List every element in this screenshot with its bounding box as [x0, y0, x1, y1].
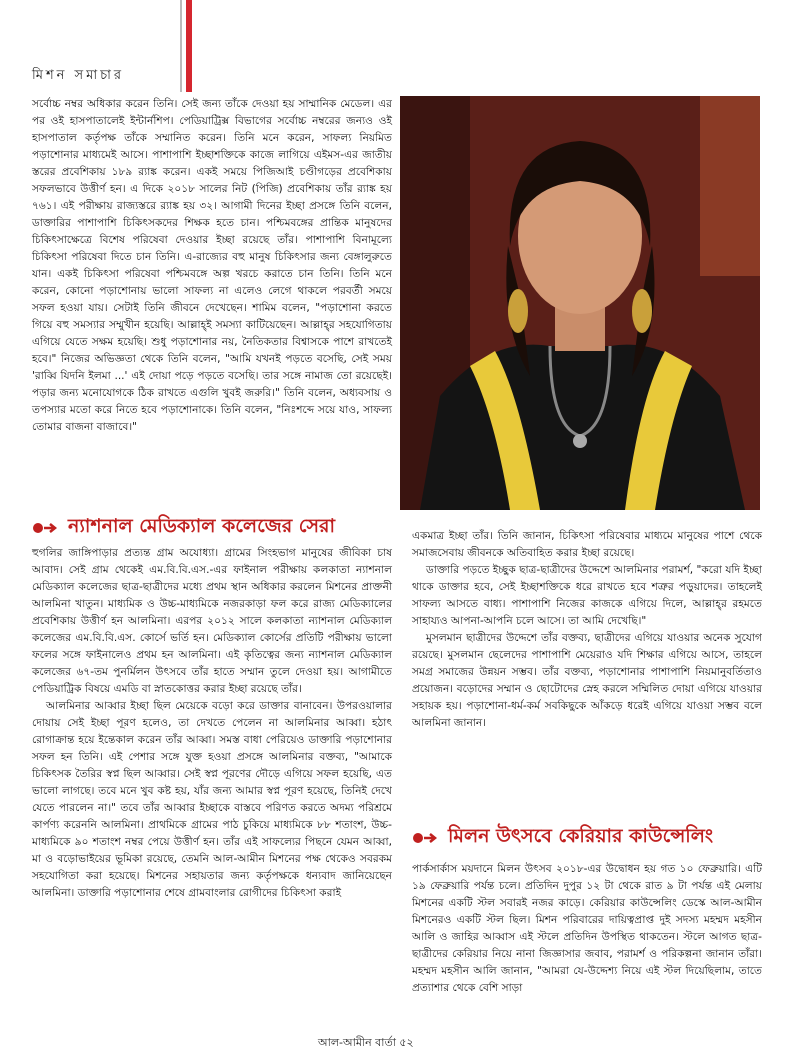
article-paragraph: পার্কসার্কাস ময়দানে মিলন উৎসব ২০১৮-এর উদ্বোধন হয় গত ১০ ফেব্রুয়ারি। এটি ১৯ ফেব্রুয়ারি পর্যন্ত চলে। প্রতিদিন দুপুর ১২ টা থেকে রাত ৯ টা পর্যন্ত এই মেলায় মিশনের একটি স্টল সবারই নজর কাড়ে। কেরিয়ার কাউন্সেলিং ডেস্কে আল-আমীন মিশনেরও একটি স্টল ছিল। মিশন পরিবারের দায়িত্বপ্রাপ্ত দুই সদস্য মহম্মদ মহসীন আলি ও জাহির আব্বাস এই স্টলে প্রতিদিন উপস্থিত থাকতেন। স্টলে আগত ছাত্র-ছাত্রীদের কেরিয়ার নিয়ে নানা জিজ্ঞাসার জবাব, পরামর্শ ও পরিকল্পনা জানান তাঁরা। মহম্মদ মহসীন আলি জানান, "আমরা যে-উদ্দেশ্য নিয়ে এই স্টল দিয়েছিলাম, তাতে প্রত্যাশার থেকে বেশি সাড়া — [412, 863, 762, 994]
article-paragraph: একমাত্র ইচ্ছা তাঁর। তিনি জানান, চিকিৎসা পরিষেবার মাধ্যমে মানুষের পাশে থেকে সমাজসেবায় জীবনকে অতিবাহিত করার ইচ্ছা রয়েছে। — [412, 530, 762, 559]
section-heading-national-medical — [32, 512, 335, 544]
article-paragraph: হুগলির জাঙ্গিপাড়ার প্রত্যন্ত গ্রাম অযোধ্যা। গ্রামের সিংহভাগ মানুষের জীবিকা চাষ আবাদ। সেই গ্রাম থেকেই এম.বি.বি.এস.-এর ফাইনাল পরীক্ষায় কলকাতা ন্যাশনাল মেডিক্যাল কলেজের ছাত্র-ছাত্রীদের মধ্যে প্রথম স্থান অধিকার করলেন মিশনের প্রাক্তনী আলমিনা খাতুন। মাধ্যমিক ও উচ্চ-মাধ্যমিকে নজরকাড়া ফল করে রাজ্য মেডিক্যালের প্রবেশিকায় উত্তীর্ণ হন আলমিনা। এরপর ২০১২ সালে কলকাতা ন্যাশনাল মেডিক্যাল কলেজের এম.বি.বি.এস. কোর্সে ভর্তি হন। মেডিক্যাল কোর্সের প্রতিটি পরীক্ষায় ভালো ফলের সঙ্গে ফাইনালেও প্রথম হন আলমিনা। এই কৃতিত্বের জন্য ন্যাশনাল মেডিক্যাল কলেজের ৬৭-তম পুনর্মিলন উৎসবে তাঁর হাতে সম্মান তুলে দেওয়া হয়। আগামীতে পেডিয়াট্রিক বিষয়ে এমডি বা স্নাতকোত্তর করার ইচ্ছা রয়েছে তাঁর। — [32, 547, 392, 695]
article-paragraph: ডাক্তারি পড়তে ইচ্ছুক ছাত্র-ছাত্রীদের উদ্দেশে আলমিনার পরামর্শ, "করো যদি ইচ্ছা থাকে ডাক্তার হবে, সেই ইচ্ছাশক্তিকে ধরে রাখতে হবে শত্রুর পড়ুয়াদের। তাহলেই সাফল্য আসতে বাধ্য। পাশাপাশি নিজের কাজকে এগিয়ে দিলে, আল্লাহ্‌র রহমতে সাহায্যও আপনা-আপনি চলে আসে। তা আমি দেখেছি।" — [412, 564, 762, 627]
left-article-column — [32, 545, 392, 902]
top-paragraph: সর্বোচ্চ নম্বর অধিকার করেন তিনি। সেই জন্য তাঁকে দেওয়া হয় সাম্মানিক মেডেল। এর পর ওই হাসপাতালেই ইন্টার্নশিপ। পেডিয়াট্রিক্স বিভাগের সর্বোচ্চ নম্বরের জন্যও ওই হাসপাতাল কর্তৃপক্ষ তাঁকে সম্মানিত করেন। তিনি মনে করেন, সাফল্য নিয়মিত পড়াশোনার মাধ্যমেই আসে। পাশাপাশি ইচ্ছাশক্তিকে কাজে লাগিয়ে এইমস-এর জাতীয় স্তরের প্রবেশিকায় ১৮৯ র‍্যাঙ্ক করেন। একই সময়ে পিজিআই চণ্ডীগড়ের প্রবেশিকায় সফলভাবে উত্তীর্ণ হন। এ দিকে ২০১৮ সালের নিট (পিজি) প্রবেশিকায় তাঁর র‍্যাঙ্ক হয় ৭৬১। এই পরীক্ষায় রাজ্যস্তরে র‍্যাঙ্ক হয় ৩২। আগামী দিনের ইচ্ছা প্রসঙ্গে তিনি বলেন, ডাক্তারির পাশাপাশি চিকিৎসকদের শিক্ষক হতে চান। পশ্চিমবঙ্গের প্রান্তিক মানুষদের চিকিৎসাক্ষেত্রে বিশেষ পরিষেবা দেওয়ার ইচ্ছা রয়েছে তাঁর। পাশাপাশি বিনামূল্যে চিকিৎসা পরিষেবা দিতে চান তিনি। এ-রাজ্যের বহু মানুষ চিকিৎসার জন্য বেঙ্গালুরুতে যান। একই চিকিৎসা পরিষেবা পশ্চিমবঙ্গে অল্প খরচে করাতে চান তিনি। তিনি মনে করেন, কোনো পড়াশোনায় ভালো সাফল্য না এলেও লেগে থাকলে পরবর্তী সময়ে সফল হওয়া যায়। সেটাই তিনি জীবনে দেখেছেন। শামিম বলেন, "পড়াশোনা করতে গিয়ে বহু সমস্যার সম্মুখীন হয়েছি। আল্লাহ্‌ই সমস্যা কাটিয়েছেন। আল্লাহ্‌র সহযোগিতায় এগিয়ে যেতে সক্ষম হয়েছি। শুধু পড়াশোনার নয়, নৈতিকতার বিশ্বাসকে পাশে রাখতেই হবে।" নিজের অভিজ্ঞতা থেকে তিনি বলেন, "আমি যখনই পড়তে বসেছি, সেই সময় 'রাব্বি যিদনি ইলমা ...' এই দোয়া পড়ে পড়তে বসেছি। তার সঙ্গে নামাজ তো রয়েছেই। পড়ার জন্য মনোযোগকে ঠিক রাখতে এগুলি খুবই জরুরি।" তিনি বলেন, অধ্যবসায় ও তপস্যার মতো করে নিতে হবে পড়াশোনাকে। তিনি বলেন, "নিঃশব্দে সয়ে যাও, সাফল্য তোমার বাজনা বাজাবে।" — [32, 98, 392, 433]
page-footer: আল-আমীন বার্তা ৫২ — [318, 1036, 414, 1049]
section-header: মিশন সমাচার — [32, 68, 125, 83]
section-heading-text: ন্যাশনাল মেডিক্যাল কলেজের সেরা — [68, 515, 335, 537]
article-paragraph: মুসলমান ছাত্রীদের উদ্দেশে তাঁর বক্তব্য, ছাত্রীদের এগিয়ে যাওয়ার অনেক সুযোগ রয়েছে। মুসলমান ছেলেদের পাশাপাশি মেয়েরাও যদি শিক্ষার এগিয়ে আসে, তাহলে সমগ্র সমাজের উন্নয়ন সম্ভব। তাঁর বক্তব্য, পড়াশোনার পাশাপাশি নিয়মানুবর্তিতাও প্রয়োজন। বড়োদের সম্মান ও ছোটোদের স্নেহ করলে সম্মিলিত দোয়া এগিয়ে যাওয়ার সহায়ক হয়। পড়াশোনা-ধর্ম-কর্ম সবকিছুকে আঁকড়ে ধরেই এগিয়ে যাওয়া সম্ভব বলে আলমিনা জানান। — [412, 632, 762, 729]
heading-bullet-icon — [32, 521, 64, 535]
top-article-column — [32, 96, 392, 436]
article-paragraph: আলমিনার আব্বার ইচ্ছা ছিল মেয়েকে বড়ো করে ডাক্তার বানাবেন। উপরওয়ালার দোয়ায় সেই ইচ্ছা পূরণ হলেও, তা দেখতে পেলেন না আলমিনার আব্বা। হঠাৎ রোগাক্রান্ত হয়ে ইন্তেকাল করেন তাঁর আব্বা। সমস্ত বাধা পেরিয়েও ডাক্তারি পড়াশোনার সফল হন তিনি। এই পেশার সঙ্গে যুক্ত হওয়া প্রসঙ্গে আলমিনার বক্তব্য, "আমাকে চিকিৎসক তৈরির স্বপ্ন ছিল আব্বার। সেই স্বপ্ন পূরণের দৌড়ে এগিয়ে সফল হয়েছি, এত ভালো লাগছে। তবে মনে খুব কষ্ট হয়, যাঁর জন্য আমার স্বপ্ন পূরণ হয়েছে, তিনিই দেখে যেতে পারলেন না।" তবে তাঁর আব্বার ইচ্ছাকে বাস্তবে পরিণত করতে অদম্য পরিশ্রমে কার্পণ্য করেননি আলমিনা। প্রাথমিকে গ্রামের পাঠ চুকিয়ে মাধ্যমিকে ৮৮ শতাংশ, উচ্চ-মাধ্যমিকে ৯০ শতাংশ নম্বর পেয়ে উত্তীর্ণ হন। তাঁর এই সাফল্যের পিছনে যেমন আব্বা, মা ও বড়োভাইয়ের ভূমিকা রয়েছে, তেমনি আল-আমীন মিশনের পক্ষ থেকেও সবরকম সহযোগিতা করা হয়েছে। মিশনের সহায়তার জন্য কর্তৃপক্ষকে ধন্যবাদ জানিয়েছেন আলমিনা। ডাক্তারি পড়াশোনার শেষে গ্রামবাংলার রোগীদের চিকিৎসা করাই — [32, 700, 392, 899]
section-heading-text: মিলন উৎসবে কেরিয়ার কাউন্সেলিং — [448, 825, 714, 847]
right-article-column — [412, 528, 762, 732]
section-heading-career-counselling — [412, 822, 713, 854]
portrait-photo — [400, 96, 760, 510]
heading-bullet-icon — [412, 831, 444, 845]
career-article-column — [412, 861, 762, 997]
header-rule-red — [186, 0, 192, 92]
header-rule-grey — [180, 0, 182, 92]
